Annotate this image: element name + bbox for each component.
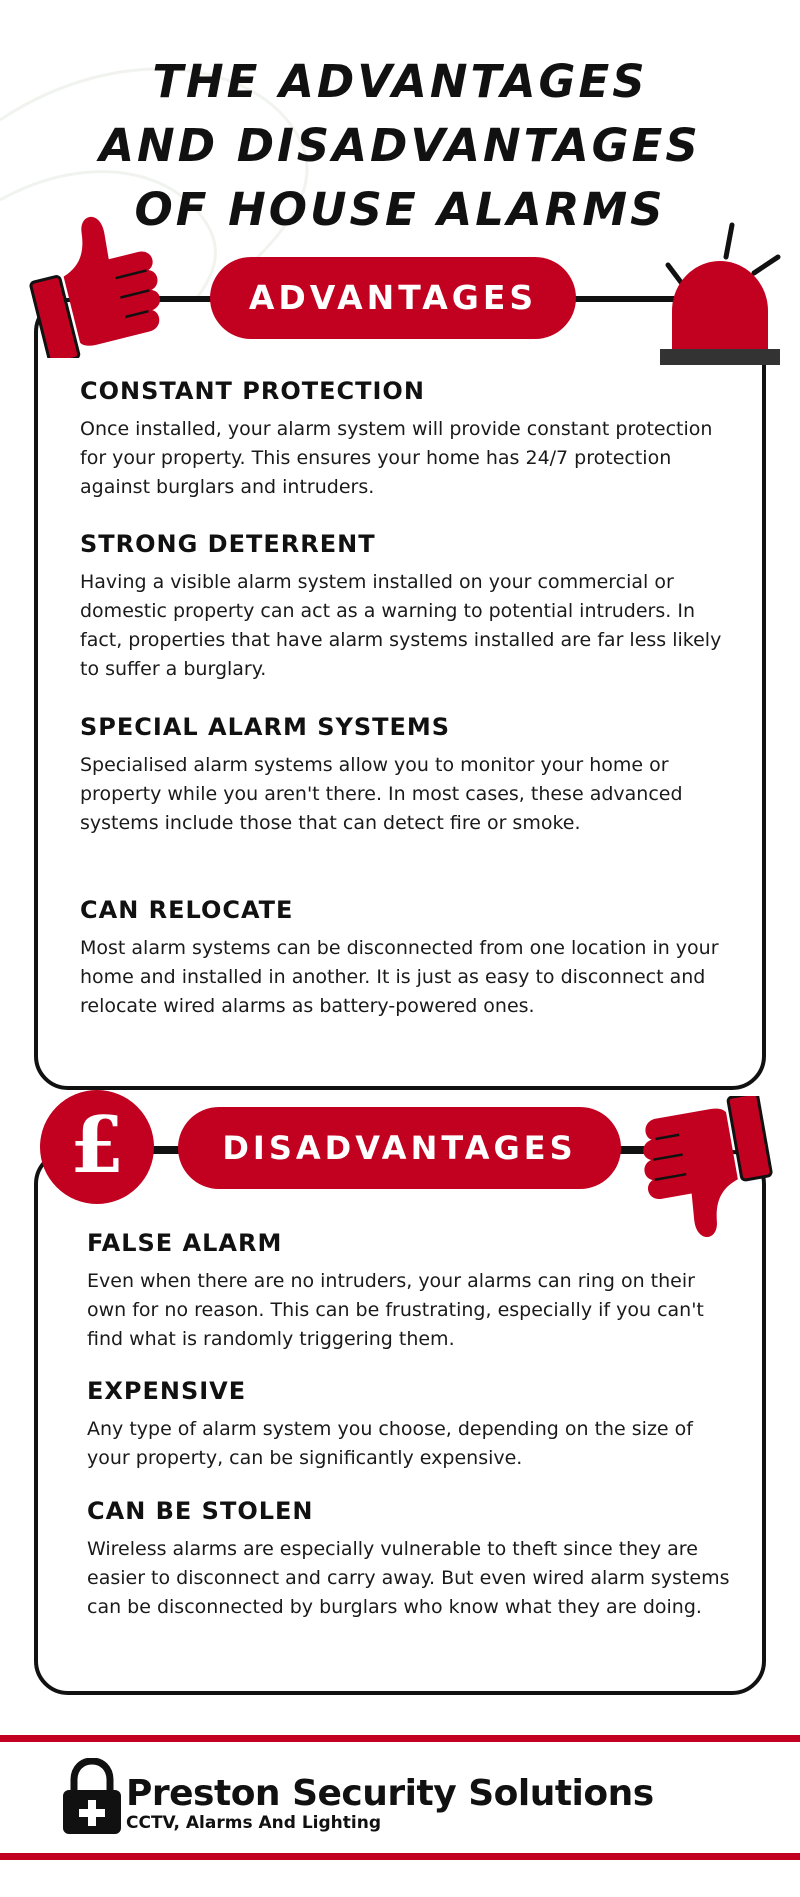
- siren-icon: [650, 215, 790, 375]
- disadvantage-item: [87, 1375, 737, 1473]
- disadvantage-title: FALSE ALARM: [87, 1229, 283, 1257]
- disadvantage-text: Wireless alarms are especially vulnerable to theft since they are easier to disconnect and carry away. But even wired alarm systems can be disconnected by burglars who know what they are doing.: [87, 1538, 730, 1618]
- advantage-item: [80, 894, 730, 1021]
- disadvantage-text: Even when there are no intruders, your alarms can ring on their own for no reason. This can be frustrating, especially if you can't find what is randomly triggering them.: [87, 1270, 704, 1350]
- thumbs-up-icon: [22, 208, 162, 358]
- advantage-text: Having a visible alarm system installed on your commercial or domestic property can act as a warning to potential intruders. In fact, properties that have alarm systems installed are far less likely to suffer a burglary.: [80, 571, 722, 680]
- advantage-title: STRONG DETERRENT: [80, 530, 376, 558]
- advantage-title: CONSTANT PROTECTION: [80, 377, 425, 405]
- advantage-text: Once installed, your alarm system will provide constant protection for your property. This ensures your home has 24/7 protection against burglars and intruders.: [80, 418, 713, 498]
- disadvantages-heading: DISADVANTAGES: [178, 1107, 621, 1189]
- advantage-item: [80, 528, 730, 684]
- footer-top-bar: [0, 1735, 800, 1742]
- disadvantage-title: CAN BE STOLEN: [87, 1497, 314, 1525]
- company-name: Preston Security Solutions: [126, 1773, 654, 1814]
- disadvantage-title: EXPENSIVE: [87, 1377, 247, 1405]
- advantage-item: [80, 375, 730, 502]
- title-line-1: THE ADVANTAGES: [152, 55, 648, 108]
- padlock-icon: [60, 1758, 124, 1836]
- disadvantage-item: [87, 1495, 737, 1622]
- advantage-item: [80, 711, 730, 838]
- disadvantage-text: Any type of alarm system you choose, depending on the size of your property, can be significantly expensive.: [87, 1418, 693, 1469]
- title-line-2: AND DISADVANTAGES: [99, 119, 701, 172]
- thumbs-down-icon: [640, 1096, 780, 1246]
- disadvantage-item: [87, 1227, 737, 1354]
- advantage-text: Most alarm systems can be disconnected from one location in your home and installed in another. It is just as easy to disconnect and relocate wired alarms as battery-powered ones.: [80, 937, 719, 1017]
- company-logo-text: [126, 1775, 654, 1833]
- pound-icon: £: [40, 1090, 154, 1204]
- advantage-title: CAN RELOCATE: [80, 896, 294, 924]
- advantages-heading: ADVANTAGES: [210, 257, 576, 339]
- advantage-title: SPECIAL ALARM SYSTEMS: [80, 713, 451, 741]
- footer-bottom-bar: [0, 1853, 800, 1860]
- company-tagline: CCTV, Alarms And Lighting: [126, 1813, 381, 1833]
- title-line-3: OF HOUSE ALARMS: [134, 183, 666, 236]
- advantage-text: Specialised alarm systems allow you to monitor your home or property while you aren't there. In most cases, these advanced systems include those that can detect fire or smoke.: [80, 754, 683, 834]
